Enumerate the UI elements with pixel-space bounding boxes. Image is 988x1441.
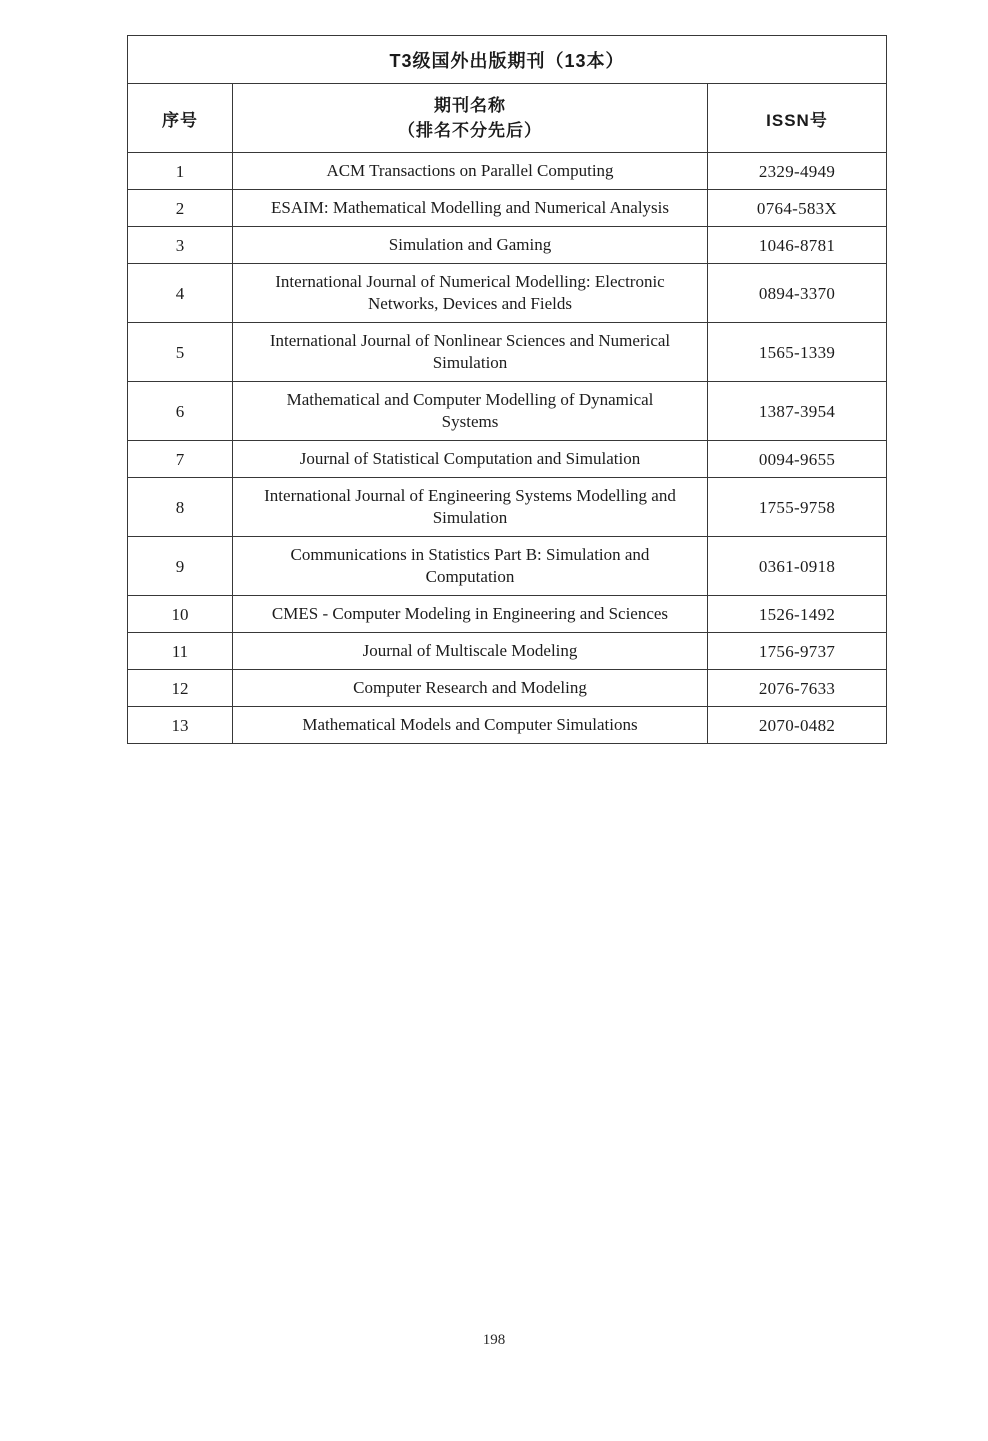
issn-cell: 2070-0482 — [708, 707, 887, 744]
table-row — [128, 633, 887, 670]
table-body — [128, 153, 887, 744]
table-row — [128, 596, 887, 633]
table-row — [128, 707, 887, 744]
journal-name-cell: Simulation and Gaming — [233, 227, 708, 264]
table-row — [128, 537, 887, 596]
row-number-cell: 8 — [128, 478, 233, 537]
journal-name-cell: CMES - Computer Modeling in Engineering and Sciences — [233, 596, 708, 633]
journal-name-cell: Journal of Statistical Computation and Simulation — [233, 441, 708, 478]
row-number-cell: 1 — [128, 153, 233, 190]
table-row — [128, 153, 887, 190]
row-number-cell: 2 — [128, 190, 233, 227]
journal-name-cell: ESAIM: Mathematical Modelling and Numerical Analysis — [233, 190, 708, 227]
journal-name-cell: Journal of Multiscale Modeling — [233, 633, 708, 670]
issn-cell: 1755-9758 — [708, 478, 887, 537]
issn-cell: 1565-1339 — [708, 323, 887, 382]
table-header-row — [128, 84, 887, 153]
table-title: T3级国外出版期刊（13本） — [128, 36, 887, 84]
page-number: 198 — [482, 1332, 506, 1348]
journal-name-cell: Computer Research and Modeling — [233, 670, 708, 707]
journal-table — [127, 35, 887, 744]
row-number-cell: 5 — [128, 323, 233, 382]
table-row — [128, 264, 887, 323]
journal-name-cell: ACM Transactions on Parallel Computing — [233, 153, 708, 190]
issn-cell: 1046-8781 — [708, 227, 887, 264]
row-number-cell: 10 — [128, 596, 233, 633]
column-header-name — [233, 84, 708, 153]
table-row — [128, 190, 887, 227]
column-header-name-line1: 期刊名称 — [434, 96, 506, 115]
row-number-cell: 11 — [128, 633, 233, 670]
journal-name-cell: Communications in Statistics Part B: Simulation and Computation — [233, 537, 708, 596]
table-row — [128, 227, 887, 264]
journal-name-cell: Mathematical Models and Computer Simulations — [233, 707, 708, 744]
issn-cell: 0361-0918 — [708, 537, 887, 596]
row-number-cell: 9 — [128, 537, 233, 596]
table-row — [128, 441, 887, 478]
row-number-cell: 13 — [128, 707, 233, 744]
issn-cell: 2329-4949 — [708, 153, 887, 190]
journal-name-cell: Mathematical and Computer Modelling of Dynamical Systems — [233, 382, 708, 441]
issn-cell: 0764-583X — [708, 190, 887, 227]
issn-cell: 2076-7633 — [708, 670, 887, 707]
row-number-cell: 12 — [128, 670, 233, 707]
table-row — [128, 670, 887, 707]
journal-name-cell: International Journal of Nonlinear Sciences and Numerical Simulation — [233, 323, 708, 382]
issn-cell: 1756-9737 — [708, 633, 887, 670]
issn-cell: 0894-3370 — [708, 264, 887, 323]
table-row — [128, 323, 887, 382]
issn-cell: 0094-9655 — [708, 441, 887, 478]
row-number-cell: 4 — [128, 264, 233, 323]
issn-cell: 1526-1492 — [708, 596, 887, 633]
table-row — [128, 382, 887, 441]
journal-name-cell: International Journal of Numerical Modelling: Electronic Networks, Devices and Fields — [233, 264, 708, 323]
row-number-cell: 6 — [128, 382, 233, 441]
table-row — [128, 478, 887, 537]
column-header-name-line2: （排名不分先后） — [398, 121, 542, 140]
column-header-no: 序号 — [128, 84, 233, 153]
issn-cell: 1387-3954 — [708, 382, 887, 441]
table-title-row — [128, 36, 887, 84]
row-number-cell: 7 — [128, 441, 233, 478]
column-header-issn: ISSN号 — [708, 84, 887, 153]
row-number-cell: 3 — [128, 227, 233, 264]
journal-name-cell: International Journal of Engineering Systems Modelling and Simulation — [233, 478, 708, 537]
